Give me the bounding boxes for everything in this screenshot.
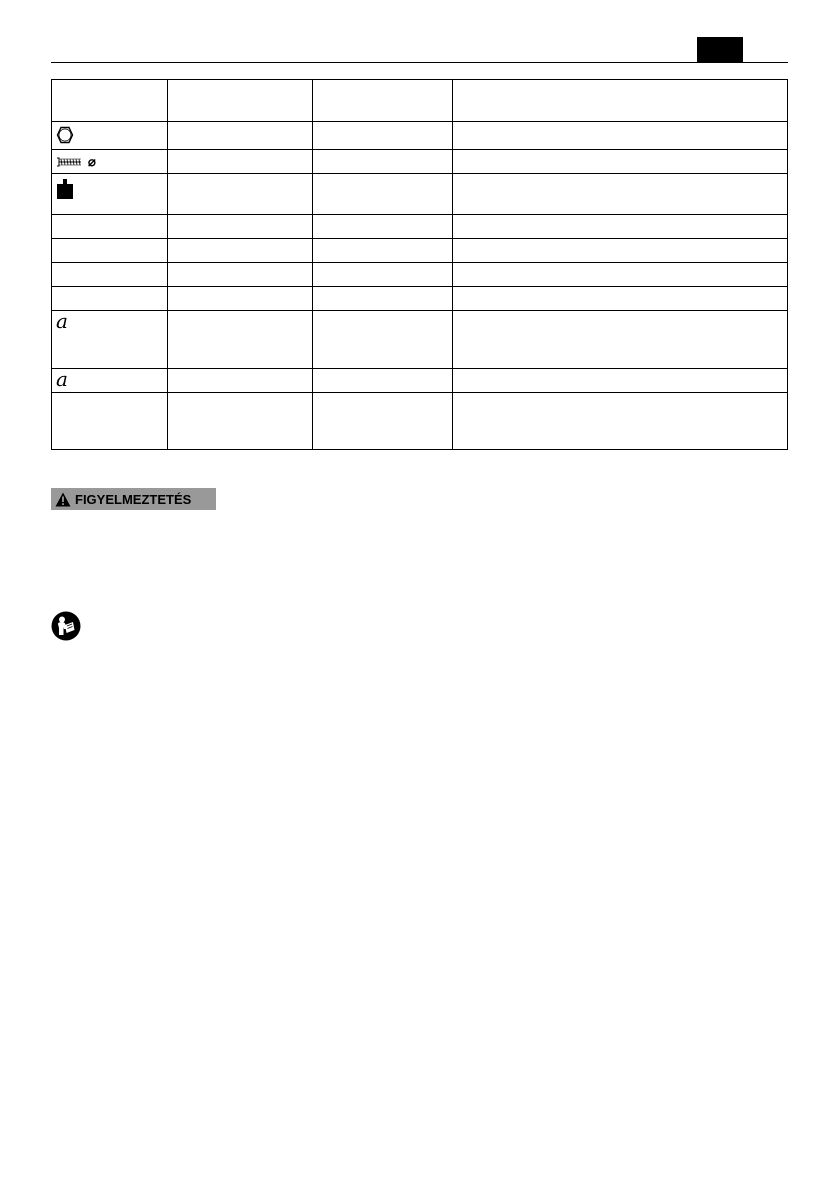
table-cell	[453, 263, 788, 287]
table-cell	[453, 239, 788, 263]
table-row	[52, 369, 788, 393]
table-cell	[52, 239, 168, 263]
table-row	[52, 239, 788, 263]
table-cell	[313, 122, 453, 150]
table-cell	[313, 80, 453, 122]
table-cell	[453, 174, 788, 215]
table-cell	[313, 174, 453, 215]
table-cell	[453, 311, 788, 369]
table-cell	[453, 287, 788, 311]
table-row	[52, 263, 788, 287]
table-row	[52, 122, 788, 150]
table-cell	[168, 215, 313, 239]
table-cell	[168, 150, 313, 174]
table-cell	[313, 311, 453, 369]
spec-table	[51, 79, 788, 450]
table-cell	[313, 369, 453, 393]
table-cell	[52, 263, 168, 287]
table-cell	[313, 215, 453, 239]
read-manual-icon	[51, 611, 81, 641]
table-row	[52, 174, 788, 215]
table-cell	[168, 369, 313, 393]
table-cell	[313, 150, 453, 174]
table-cell	[52, 311, 168, 369]
table-cell	[168, 287, 313, 311]
weight-icon	[56, 178, 163, 200]
warning-label: FIGYELMEZTETÉS	[75, 491, 192, 507]
vibration-a-symbol: a	[56, 309, 68, 333]
table-cell	[52, 174, 168, 215]
table-row	[52, 150, 788, 174]
table-cell	[168, 263, 313, 287]
table-cell	[168, 122, 313, 150]
table-cell	[453, 80, 788, 122]
diameter-symbol: ⌀	[88, 154, 96, 169]
table-cell	[52, 393, 168, 450]
table-cell	[313, 239, 453, 263]
table-row	[52, 311, 788, 369]
table-cell	[52, 122, 168, 150]
vibration-a-symbol: a	[56, 367, 68, 391]
table-cell	[168, 174, 313, 215]
table-cell	[453, 150, 788, 174]
table-cell	[168, 393, 313, 450]
screw-diameter-icon	[56, 154, 96, 170]
table-cell	[52, 150, 168, 174]
table-row	[52, 393, 788, 450]
table-cell	[453, 369, 788, 393]
table-cell	[453, 215, 788, 239]
table-cell	[313, 287, 453, 311]
table-cell	[453, 122, 788, 150]
table-cell	[453, 393, 788, 450]
table-cell	[52, 80, 168, 122]
table-cell	[313, 263, 453, 287]
table-cell	[52, 287, 168, 311]
table-cell	[168, 80, 313, 122]
table-cell	[52, 369, 168, 393]
table-cell	[168, 239, 313, 263]
table-row	[52, 287, 788, 311]
warning-triangle-icon	[55, 492, 71, 507]
language-tab	[697, 37, 743, 63]
table-cell	[168, 311, 313, 369]
header-rule	[51, 62, 788, 63]
table-cell	[52, 215, 168, 239]
table-row	[52, 215, 788, 239]
warning-badge	[51, 488, 216, 510]
table-row	[52, 80, 788, 122]
hexagon-nut-icon	[56, 126, 163, 144]
table-cell	[313, 393, 453, 450]
